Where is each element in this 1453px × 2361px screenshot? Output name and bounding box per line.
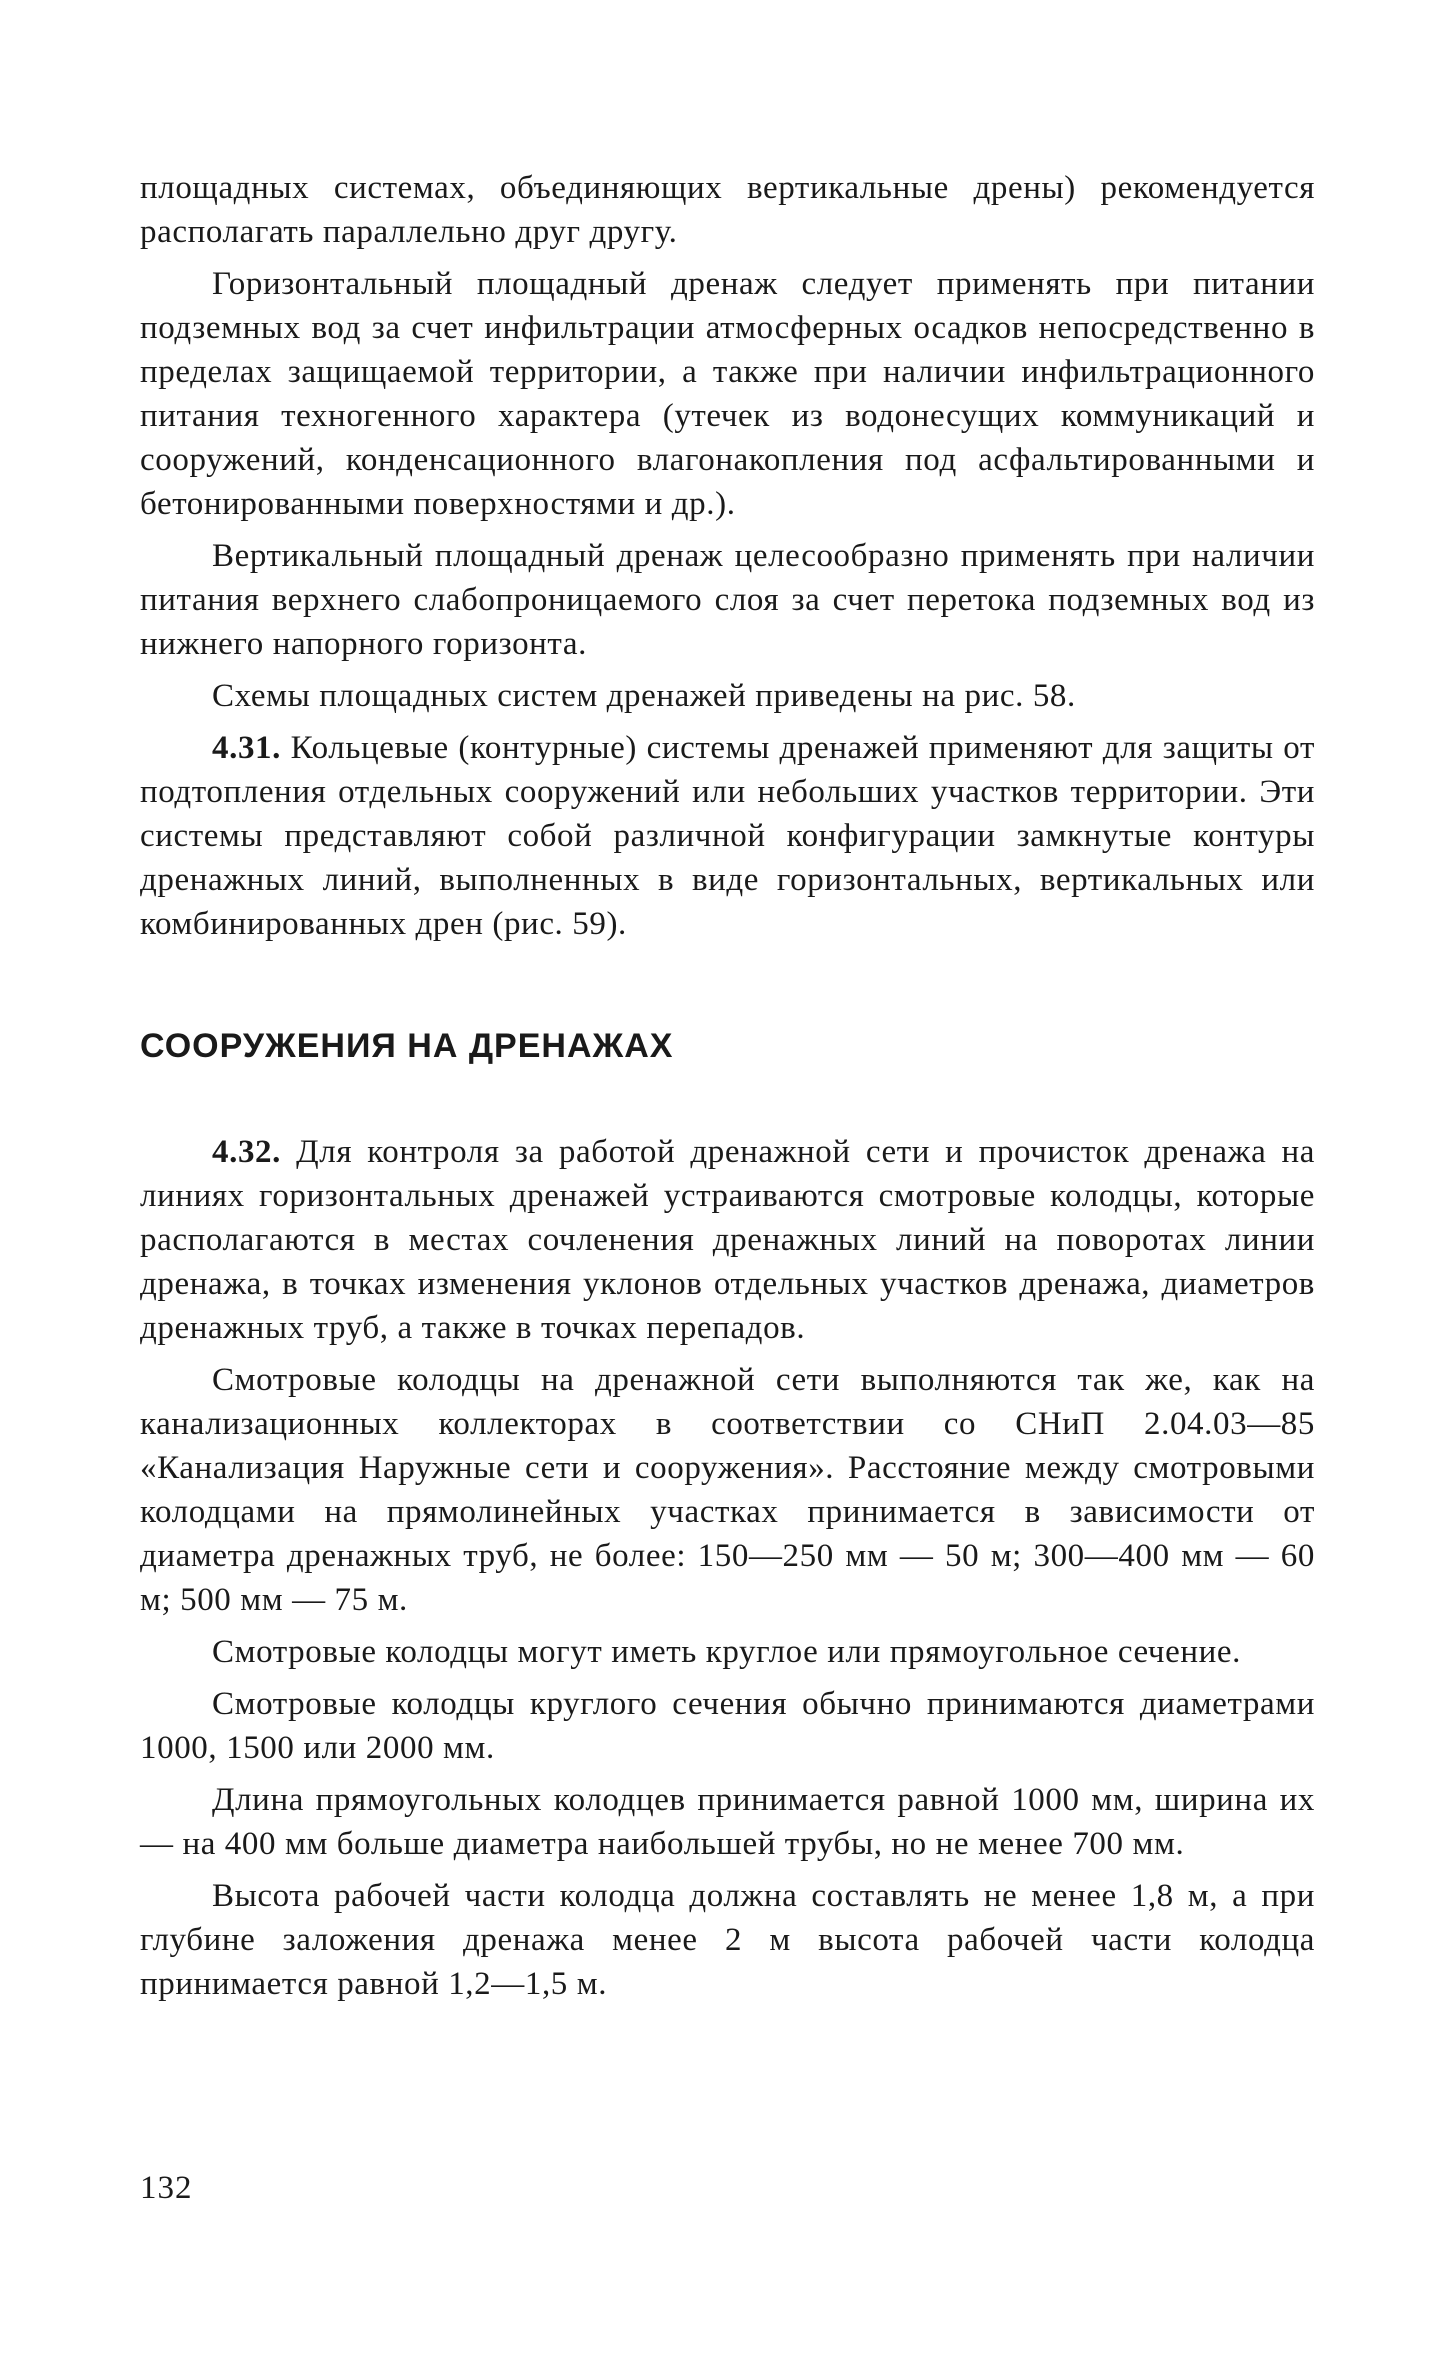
clause-number: 4.31. bbox=[212, 730, 281, 766]
paragraph-horizontal-drainage: Горизонтальный площадный дренаж следует применять при питании подземных вод за счет инфильтрации атмосферных осадков непосредственно в пределах защищаемой территории, а также при наличии инфильтрационного питания техногенного характера (утечек из водонесущих коммуникаций и сооружений, конденсационного влагонакопления под асфальтированными и бетонированными поверхностями и др.). bbox=[140, 266, 1315, 522]
paragraph-round-manholes: Смотровые колодцы круглого сечения обычно принимаются диаметрами 1000, 1500 или 2000 мм. bbox=[140, 1686, 1315, 1766]
paragraph-4-31 bbox=[140, 726, 1315, 946]
paragraph-continuation: площадных системах, объединяющих вертикальные дрены) рекомендуется располагать параллельно друг другу. bbox=[140, 170, 1315, 250]
paragraph-vertical-drainage: Вертикальный площадный дренаж целесообразно применять при наличии питания верхнего слабопроницаемого слоя за счет перетока подземных вод из нижнего напорного горизонта. bbox=[140, 538, 1315, 662]
paragraph-schemes: Схемы площадных систем дренажей приведены на рис. 58. bbox=[212, 678, 1076, 714]
page-number: 132 bbox=[140, 2170, 193, 2206]
paragraph-text: Для контроля за работой дренажной сети и прочисток дренажа на линиях горизонтальных дренажей устраиваются смотровые колодцы, которые располагаются в местах сочленения дренажных линий на поворотах линии дренажа, в точках изменения уклонов отдельных участков дренажа, диаметров дренажных труб, а также в точках перепадов. bbox=[140, 1134, 1315, 1346]
paragraph-4-32 bbox=[140, 1130, 1315, 1350]
page-body bbox=[140, 166, 1315, 2006]
section-heading: СООРУЖЕНИЯ НА ДРЕНАЖАХ bbox=[140, 1027, 674, 1065]
paragraph-manholes-spacing: Смотровые колодцы на дренажной сети выполняются так же, как на канализационных коллекторах в соответствии со СНиП 2.04.03—85 «Канализация Наружные сети и сооружения». Расстояние между смотровыми колодцами на прямолинейных участках принимается в зависимости от диаметра дренажных труб, не более: 150—250 мм — 50 м; 300—400 мм — 60 м; 500 мм — 75 м. bbox=[140, 1362, 1315, 1618]
clause-number: 4.32. bbox=[212, 1134, 281, 1170]
paragraph-working-height: Высота рабочей части колодца должна составлять не менее 1,8 м, а при глубине заложения дренажа менее 2 м высота рабочей части колодца принимается равной 1,2—1,5 м. bbox=[140, 1878, 1315, 2002]
paragraph-manholes-shape: Смотровые колодцы могут иметь круглое или прямоугольное сечение. bbox=[212, 1634, 1241, 1670]
paragraph-rectangular-manholes: Длина прямоугольных колодцев принимается равной 1000 мм, ширина их — на 400 мм больше диаметра наибольшей трубы, но не менее 700 мм. bbox=[140, 1782, 1315, 1862]
paragraph-text: Кольцевые (контурные) системы дренажей применяют для защиты от подтопления отдельных сооружений или небольших участков территории. Эти системы представляют собой различной конфигурации замкнутые контуры дренажных линий, выполненных в виде горизонтальных, вертикальных или комбинированных дрен (рис. 59). bbox=[140, 730, 1315, 942]
